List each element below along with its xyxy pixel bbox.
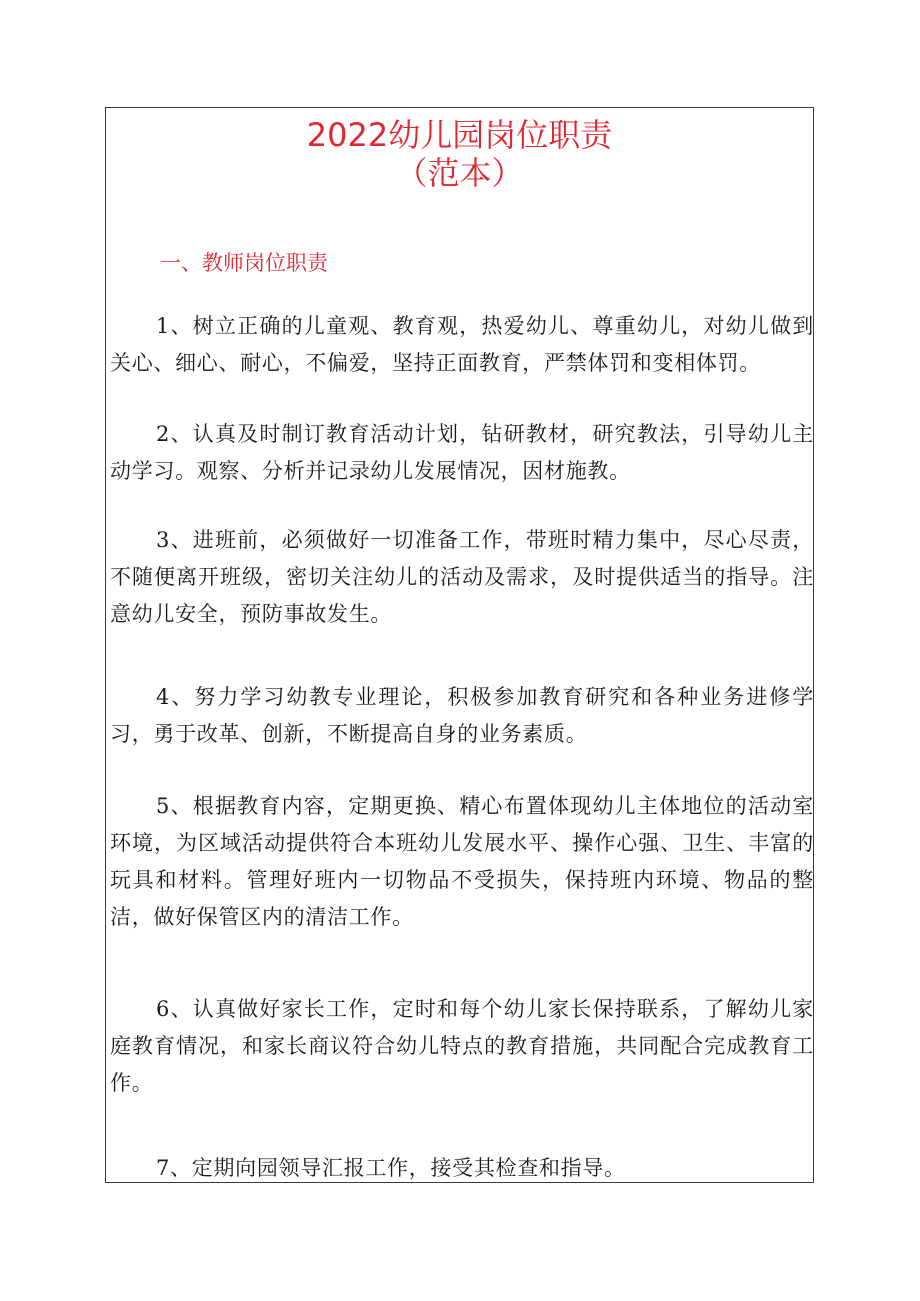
duty-paragraph-7: 7、定期向园领导汇报工作，接受其检查和指导。 [156,1156,626,1180]
duty-paragraph-2: 2、认真及时制订教育活动计划，钻研教材，研究教法，引导幼儿主动学习。观察、分析并记录幼儿发展情况，因材施教。 [110,422,814,483]
duty-paragraph-1: 1、树立正确的儿童观、教育观，热爱幼儿、尊重幼儿，对幼儿做到关心、细心、耐心，不偏爱，坚持正面教育，严禁体罚和变相体罚。 [110,314,814,375]
section-heading: 一、教师岗位职责 [160,251,328,275]
document-frame [105,107,814,1183]
duty-paragraph-5: 5、根据教育内容，定期更换、精心布置体现幼儿主体地位的活动室环境，为区域活动提供符合本班幼儿发展水平、操作心强、卫生、丰富的玩具和材料。管理好班内一切物品不受损失，保持班内环境、物品的整洁，做好保管区内的清洁工作。 [110,794,814,929]
document-title: 2022幼儿园岗位职责 [306,116,613,154]
duty-paragraph-3: 3、进班前，必须做好一切准备工作，带班时精力集中，尽心尽责，不随便离开班级，密切关注幼儿的活动及需求，及时提供适当的指导。注意幼儿安全，预防事故发生。 [110,528,814,626]
document-subtitle: （范本） [395,154,524,192]
duty-paragraph-4: 4、努力学习幼教专业理论，积极参加教育研究和各种业务进修学习，勇于改革、创新，不断提高自身的业务素质。 [110,685,814,746]
duty-paragraph-6: 6、认真做好家长工作，定时和每个幼儿家长保持联系，了解幼儿家庭教育情况，和家长商议符合幼儿特点的教育措施，共同配合完成教育工作。 [110,997,814,1095]
